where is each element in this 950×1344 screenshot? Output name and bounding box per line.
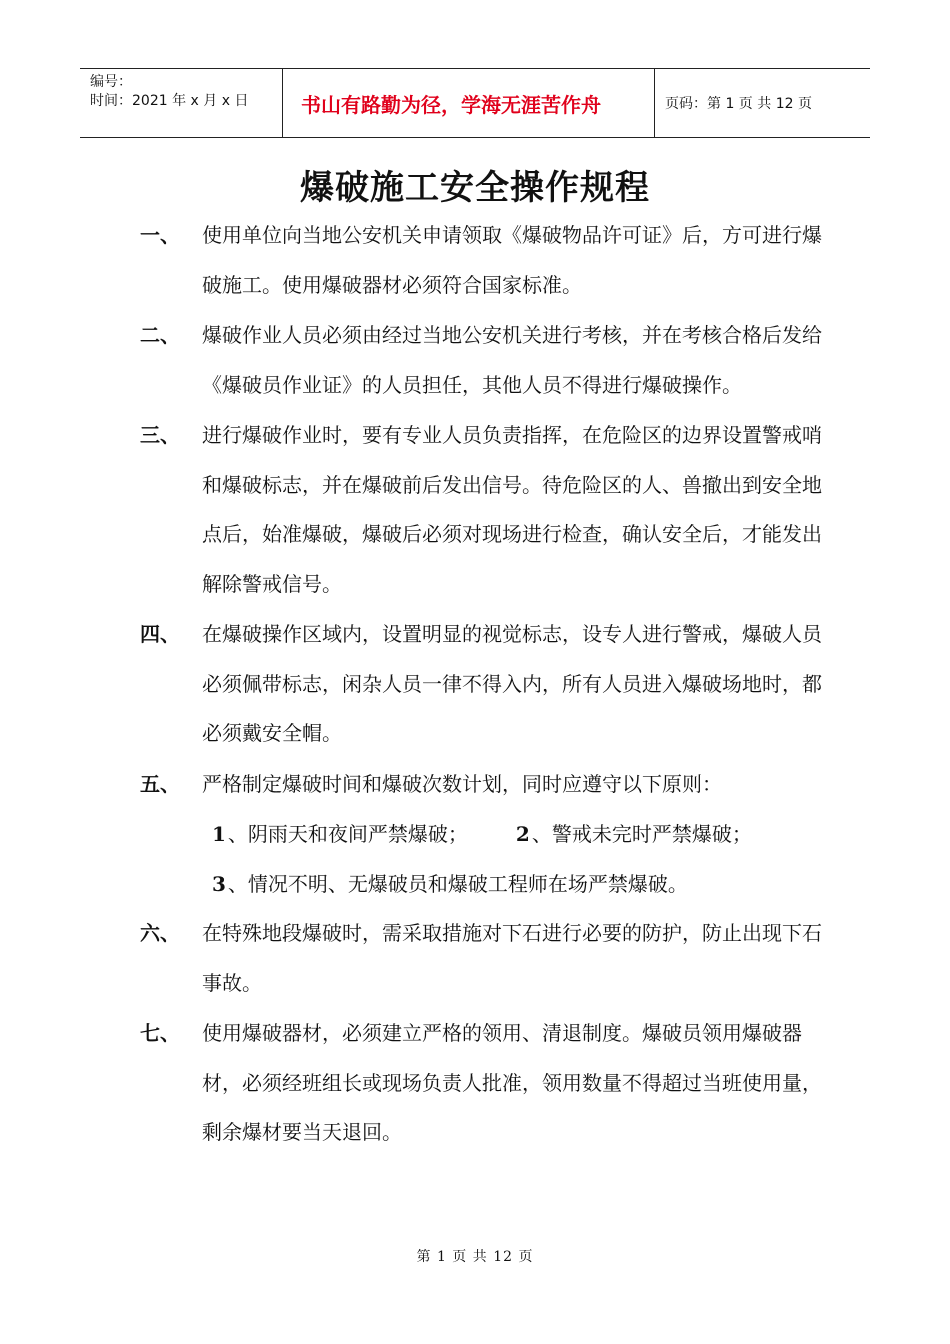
- clause-number: 五、: [140, 771, 180, 796]
- rule-line-1: [140, 810, 840, 860]
- clause-text: 爆破作业人员必须由经过当地公安机关进行考核，并在考核合格后发给《爆破员作业证》的人员担任，其他人员不得进行爆破操作。: [202, 323, 822, 397]
- document-date: 时间：2021 年 x 月 x 日: [90, 93, 249, 109]
- rule-number: 3: [212, 871, 226, 896]
- clause-number: 六、: [140, 921, 180, 945]
- document-number-label: 编号：: [90, 74, 132, 90]
- clause-6: [140, 909, 840, 1008]
- header-page-code: 页码：第 1 页 共 12 页: [665, 96, 812, 112]
- rule-text: 、情况不明、无爆破员和爆破工程师在场严禁爆破。: [227, 871, 688, 896]
- page-footer: 第 1 页 共 12 页: [416, 1249, 534, 1265]
- rule-text: 、阴雨天和夜间严禁爆破；: [227, 822, 468, 846]
- clause-number: 四、: [140, 622, 180, 646]
- clause-text: 进行爆破作业时，要有专业人员负责指挥，在危险区的边界设置警戒哨和爆破标志，并在爆破前后发出信号。待危险区的人、兽撤出到安全地点后，始准爆破，爆破后必须对现场进行检查，确认安全后，才能发出解除警戒信号。: [202, 423, 822, 596]
- document-title: 爆破施工安全操作规程: [300, 168, 650, 208]
- document-body: [140, 211, 840, 1159]
- clause-4: [140, 610, 840, 759]
- clause-text: 使用单位向当地公安机关申请领取《爆破物品许可证》后，方可进行爆破施工。使用爆破器材必须符合国家标准。: [202, 223, 822, 297]
- clause-7: [140, 1009, 840, 1158]
- clause-3: [140, 411, 840, 609]
- rule-number: 1: [212, 822, 226, 846]
- header-motto: 书山有路勤为径，学海无涯苦作舟: [283, 69, 655, 137]
- clause-text: 使用爆破器材，必须建立严格的领用、清退制度。爆破员领用爆破器材，必须经班组长或现场负责人批准，领用数量不得超过当班使用量，剩余爆材要当天退回。: [202, 1021, 822, 1144]
- clause-number: 三、: [140, 423, 180, 447]
- clause-5: [140, 760, 840, 810]
- clause-text: 严格制定爆破时间和爆破次数计划，同时应遵守以下原则：: [202, 771, 722, 796]
- header-meta: [80, 69, 283, 137]
- clause-2: [140, 311, 840, 410]
- page-header: [80, 68, 870, 138]
- rule-number: 2: [515, 822, 530, 846]
- clause-number: 一、: [140, 223, 180, 247]
- rule-text: 、警戒未完时严禁爆破；: [531, 822, 752, 846]
- clause-text: 在特殊地段爆破时，需采取措施对下石进行必要的防护，防止出现下石事故。: [202, 921, 822, 995]
- rule-line-2: [140, 860, 840, 910]
- clause-number: 二、: [140, 323, 180, 347]
- clause-1: [140, 211, 840, 310]
- clause-number: 七、: [140, 1021, 180, 1045]
- clause-text: 在爆破操作区域内，设置明显的视觉标志，设专人进行警戒，爆破人员必须佩带标志，闲杂人员一律不得入内，所有人员进入爆破场地时，都必须戴安全帽。: [202, 622, 822, 745]
